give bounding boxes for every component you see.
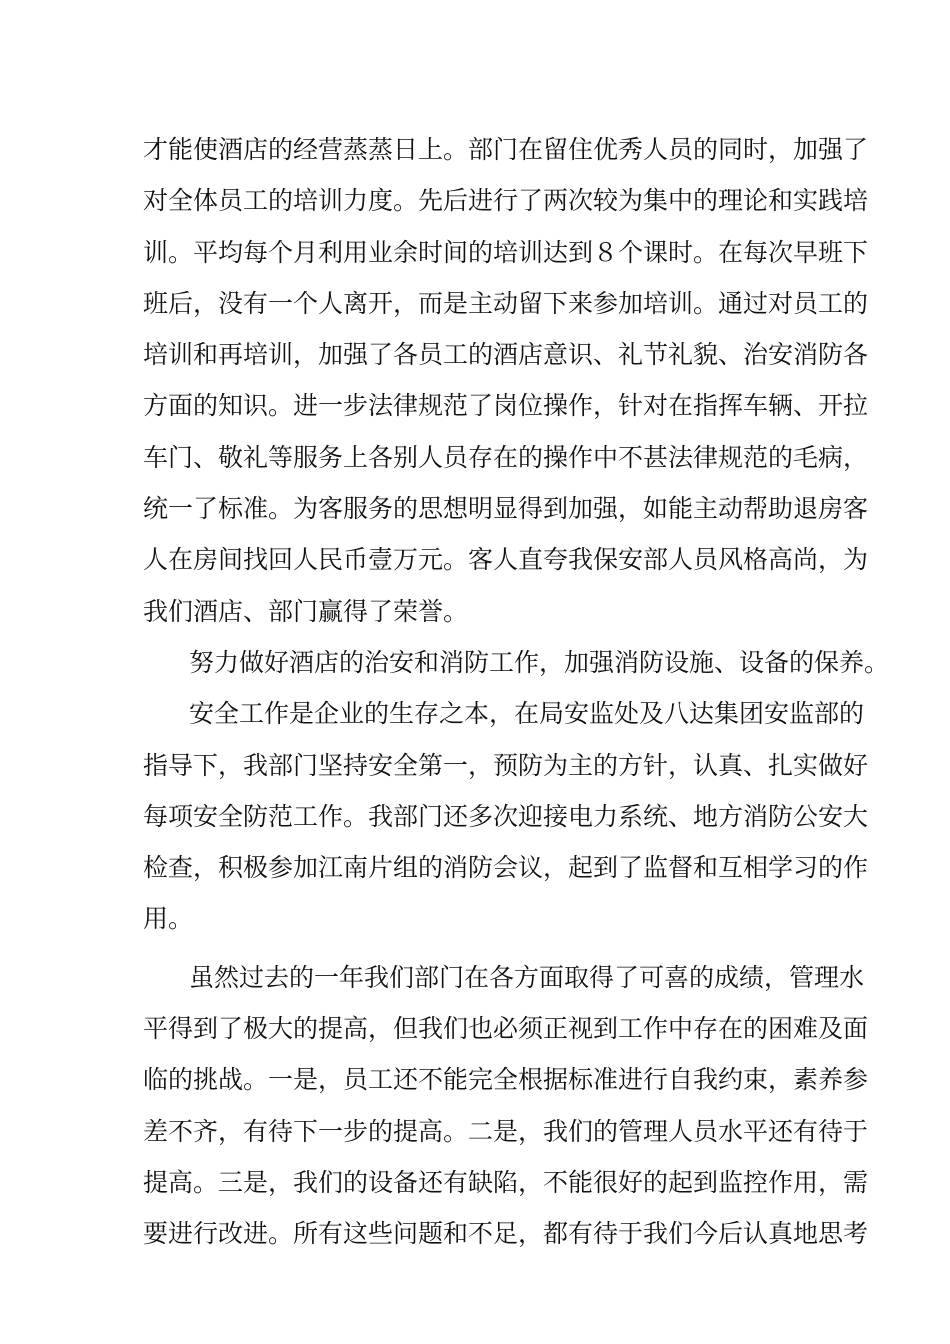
text-line: 用。 (143, 904, 194, 934)
text-line: 车门、敬礼等服务上各别人员存在的操作中不甚法律规范的毛病， (143, 442, 869, 472)
text-line: 训。平均每个月利用业余时间的培训达到８个课时。在每次早班下 (143, 237, 869, 267)
text-line: 每项安全防范工作。我部门还多次迎接电力系统、地方消防公安大 (143, 801, 869, 831)
text-line: 统一了标准。为客服务的思想明显得到加强，如能主动帮助退房客 (143, 494, 869, 524)
text-line: 我们酒店、部门赢得了荣誉。 (143, 596, 469, 626)
text-line: 检查，积极参加江南片组的消防会议，起到了监督和互相学习的作 (143, 853, 869, 883)
text-line: 培训和再培训，加强了各员工的酒店意识、礼节礼貌、治安消防各 (143, 340, 869, 370)
text-line: 提高。三是，我们的设备还有缺陷，不能很好的起到监控作用，需 (143, 1167, 869, 1197)
text-line: 虽然过去的一年我们部门在各方面取得了可喜的成绩，管理水 (189, 962, 865, 992)
text-line: 方面的知识。进一步法律规范了岗位操作，针对在指挥车辆、开拉 (143, 391, 869, 421)
text-line: 才能使酒店的经营蒸蒸日上。部门在留住优秀人员的同时，加强了 (143, 135, 869, 164)
text-line: 要进行改进。所有这些问题和不足，都有待于我们今后认真地思考 (143, 1219, 869, 1249)
text-line: 对全体员工的培训力度。先后进行了两次较为集中的理论和实践培 (143, 186, 869, 216)
paragraph-heading-line: 努力做好酒店的治安和消防工作，加强消防设施、设备的保养。 (189, 647, 890, 677)
text-line: 安全工作是企业的生存之本，在局安监处及八达集团安监部的 (189, 699, 865, 729)
text-line: 人在房间找回人民币壹万元。客人直夸我保安部人员风格高尚，为 (143, 545, 869, 575)
text-line: 指导下，我部门坚持安全第一，预防为主的方针，认真、扎实做好 (143, 750, 869, 780)
text-line: 临的挑战。一是，员工还不能完全根据标准进行自我约束，素养参 (143, 1065, 869, 1095)
text-line: 差不齐，有待下一步的提高。二是，我们的管理人员水平还有待于 (143, 1116, 869, 1146)
text-line: 平得到了极大的提高，但我们也必须正视到工作中存在的困难及面 (143, 1014, 869, 1044)
document-body (143, 124, 890, 1260)
text-line: 班后，没有一个人离开，而是主动留下来参加培训。通过对员工的 (143, 288, 869, 318)
